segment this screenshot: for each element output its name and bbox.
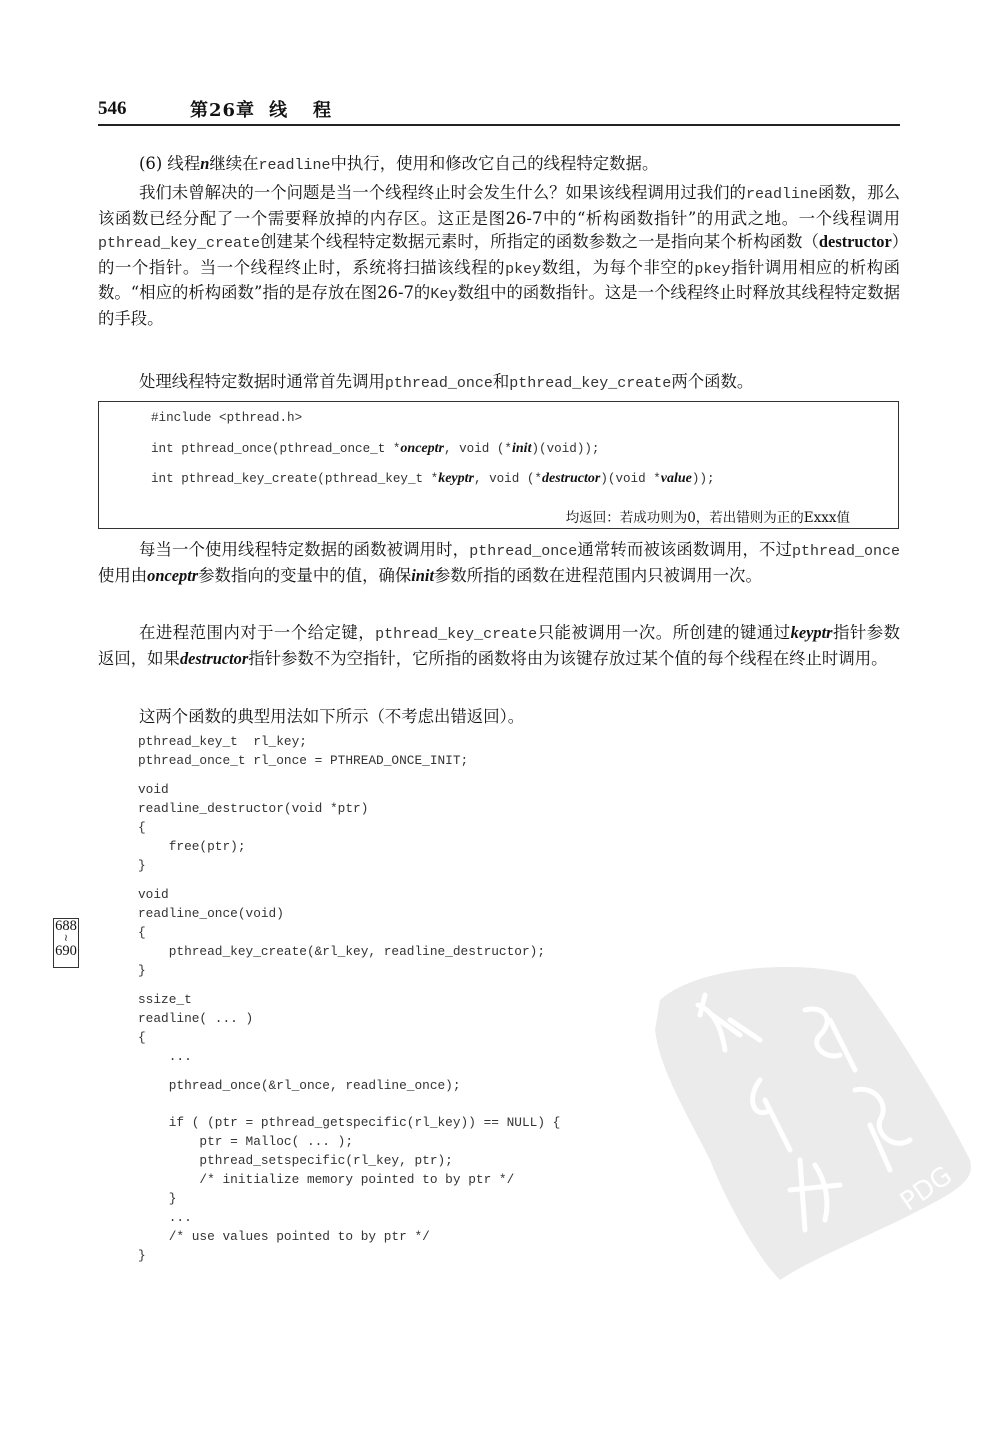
- code-line: readline_destructor(void *ptr): [138, 801, 369, 816]
- chapter-label: 第26章: [190, 100, 256, 121]
- text-run: 处理线程特定数据时通常首先调用: [139, 372, 385, 391]
- code-line: {: [138, 1030, 146, 1045]
- include-line: #include <pthread.h>: [151, 411, 303, 425]
- code-term: pkey: [694, 260, 731, 278]
- code-line: ...: [138, 1049, 192, 1064]
- code-line: ...: [138, 1210, 192, 1225]
- function-prototype-box: [98, 401, 899, 529]
- code-run: ));: [691, 472, 715, 486]
- latin-term: destructor: [818, 232, 892, 252]
- text-run: 和: [492, 372, 510, 391]
- paragraph-usage-intro: [98, 705, 900, 729]
- code-line: }: [138, 1191, 177, 1206]
- text-run: 指针参数不为空指针，它所指的函数将由为该键存放过某个值的每个线程在终止时调用。: [248, 648, 888, 668]
- text-run: 只能被调用一次。所创建的键通过: [537, 623, 791, 642]
- code-line: pthread_setspecific(rl_key, ptr);: [138, 1153, 453, 1168]
- margin-page-reference: [53, 918, 79, 968]
- code-term: pthread_once: [791, 543, 901, 560]
- italic-term: n: [200, 154, 210, 173]
- paragraph-pthread-key-create: [98, 621, 900, 670]
- text-run: 每当一个使用线程特定数据的函数被调用时，: [139, 540, 470, 559]
- chapter-heading: [190, 96, 357, 122]
- page-number: 546: [98, 98, 127, 119]
- code-line: pthread_once(&rl_once, readline_once);: [138, 1078, 461, 1093]
- code-line: }: [138, 963, 146, 978]
- code-line: {: [138, 820, 146, 835]
- code-run: , void (*: [443, 442, 512, 456]
- text-run: 通常转而被该函数调用，不过: [577, 540, 792, 559]
- italic-term: destructor: [179, 648, 249, 668]
- code-term: readline: [745, 186, 818, 203]
- text-run: 继续在: [209, 154, 259, 173]
- text-run: 指针参数返回，如果: [98, 623, 900, 668]
- text-run: (6) 线程: [139, 154, 201, 173]
- code-line: {: [138, 925, 146, 940]
- code-line: readline_once(void): [138, 906, 284, 921]
- text-run: 参数所指的函数在进程范围内只被调用一次。: [434, 565, 762, 585]
- param-name: init: [512, 441, 532, 456]
- paragraph-pthread-once: [98, 538, 900, 587]
- code-term: pthread_once: [384, 375, 493, 392]
- code-line: pthread_once_t rl_once = PTHREAD_ONCE_INIT;: [138, 753, 469, 768]
- code-line: /* initialize memory pointed to by ptr */: [138, 1172, 515, 1187]
- paragraph-step-6: [98, 152, 900, 178]
- seal-text: PDG: [894, 1160, 958, 1218]
- code-line: void: [138, 887, 169, 902]
- text-run: 两个函数。: [671, 372, 754, 391]
- code-term: pthread_key_create: [375, 626, 538, 643]
- text-run: 在进程范围内对于一个给定键，: [139, 623, 376, 642]
- param-name: destructor: [541, 471, 601, 486]
- text-run: 参数指向的变量中的值，确保: [198, 565, 412, 585]
- text-run: ）的一个指针。当一个线程终止时，系统将扫描该线程的: [98, 232, 900, 277]
- pthread-once-prototype: [151, 441, 600, 457]
- code-line: readline( ... ): [138, 1011, 254, 1026]
- italic-term: onceptr: [147, 565, 199, 585]
- code-line: }: [138, 1248, 146, 1263]
- running-header: [98, 96, 900, 126]
- code-line: }: [138, 858, 146, 873]
- text-run: 指针调用相应的析构函数。“相应的析构函数”指的是存放在图26-7的: [98, 257, 901, 303]
- code-run: )(void *: [600, 472, 661, 486]
- code-line: void: [138, 782, 169, 797]
- code-line: if ( (ptr = pthread_getspecific(rl_key)) == NULL) {: [138, 1115, 561, 1130]
- code-term: readline: [258, 157, 331, 174]
- italic-term: keyptr: [790, 623, 833, 642]
- margin-ref-from: 688: [55, 918, 77, 934]
- code-term: pthread_key_create: [509, 375, 672, 392]
- return-value-note: 均返回：若成功则为0，若出错则为正的Exxx值: [565, 510, 850, 526]
- paragraph-destructor-explanation: [98, 181, 900, 331]
- text-run: 我们未曾解决的一个问题是当一个线程终止时会发生什么？如果该线程调用过我们的: [139, 183, 746, 202]
- text-run: 中执行，使用和修改它自己的线程特定数据。: [330, 154, 659, 173]
- margin-ref-to: 690: [55, 943, 77, 959]
- pdg-seal-watermark: [640, 960, 980, 1290]
- code-line: pthread_key_t rl_key;: [138, 734, 307, 749]
- text-run: 创建某个线程特定数据元素时，所指定的函数参数之一是指向某个析构函数（: [260, 232, 819, 252]
- code-term: pthread_key_create: [98, 235, 261, 253]
- code-term: pthread_once: [469, 543, 578, 560]
- code-line: pthread_key_create(&rl_key, readline_destructor);: [138, 944, 546, 959]
- code-line: free(ptr);: [138, 839, 246, 854]
- text-run: 这两个函数的典型用法如下所示（不考虑出错返回）。: [139, 707, 525, 726]
- text-run: 使用由: [98, 565, 148, 585]
- italic-term: init: [411, 565, 435, 585]
- text-run: 函数，那么该函数已经分配了一个需要释放掉的内存区。这正是图26-7中的“析构函数指针”的用武之地。一个线程调用: [98, 183, 901, 228]
- chapter-title: 线程: [269, 100, 358, 121]
- code-line: ssize_t: [138, 992, 192, 1007]
- code-term: Key: [430, 286, 458, 304]
- code-line: /* use values pointed to by ptr */: [138, 1229, 430, 1244]
- code-run: )(void));: [531, 442, 600, 456]
- pthread-key-create-prototype: [151, 471, 715, 487]
- text-run: 数组，为每个非空的: [541, 257, 695, 277]
- code-run: int pthread_key_create(pthread_key_t *: [151, 472, 439, 486]
- text-run: 数组中的函数指针。这是一个线程终止时释放其线程特定数据的手段。: [98, 283, 900, 328]
- code-line: ptr = Malloc( ... );: [138, 1134, 354, 1149]
- code-run: , void (*: [473, 472, 542, 486]
- code-term: pkey: [505, 260, 542, 278]
- param-name: onceptr: [400, 441, 444, 456]
- margin-ref-separator: ≀: [64, 933, 68, 944]
- param-name: keyptr: [438, 471, 474, 486]
- code-run: int pthread_once(pthread_once_t *: [151, 442, 401, 456]
- paragraph-intro-functions: [98, 370, 900, 396]
- param-name: value: [660, 471, 692, 486]
